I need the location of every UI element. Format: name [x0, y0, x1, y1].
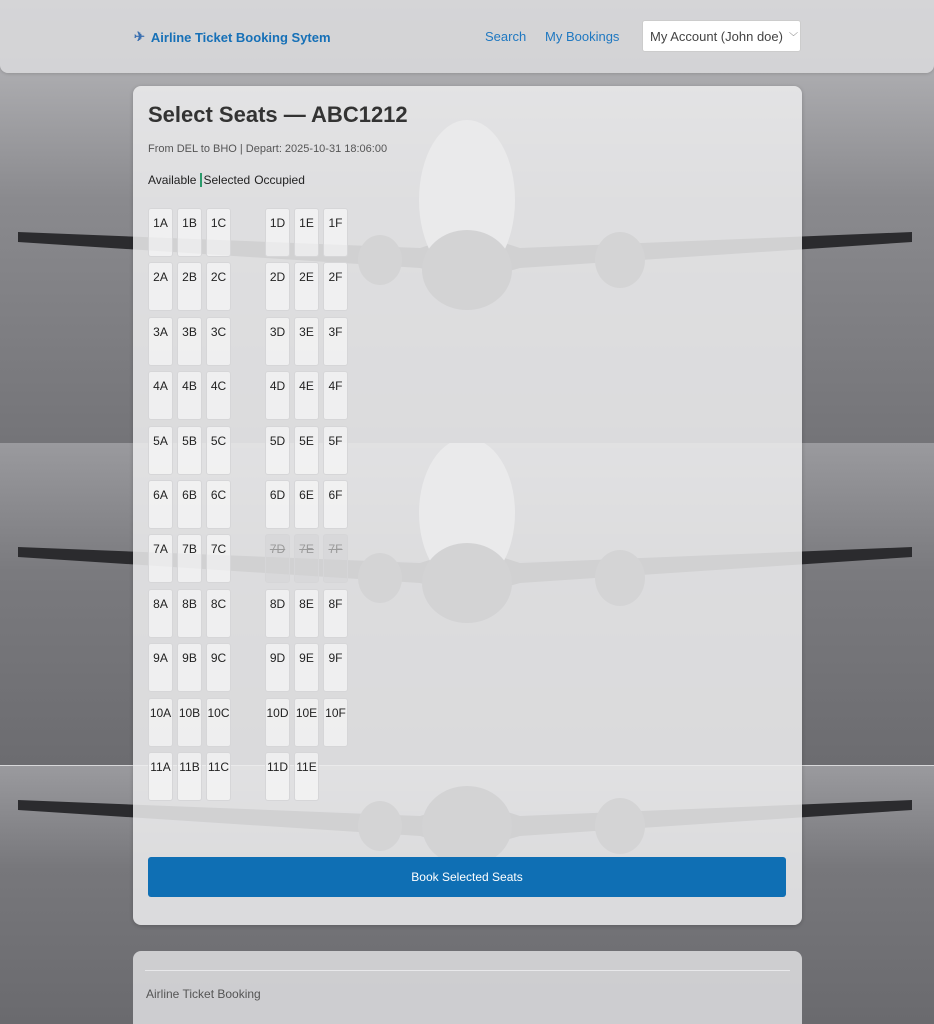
seat-7C[interactable]: 7C: [206, 534, 231, 583]
seat-6C[interactable]: 6C: [206, 480, 231, 529]
seat-6D[interactable]: 6D: [265, 480, 290, 529]
seat-9B[interactable]: 9B: [177, 643, 202, 692]
seat-4A[interactable]: 4A: [148, 371, 173, 420]
account-dropdown[interactable]: [642, 20, 801, 52]
seat-2F[interactable]: 2F: [323, 262, 348, 311]
seat-6B[interactable]: 6B: [177, 480, 202, 529]
nav-search-link[interactable]: Search: [485, 29, 527, 44]
nav-bookings-link[interactable]: My Bookings: [545, 29, 620, 44]
seat-8C[interactable]: 8C: [206, 589, 231, 638]
account-label: My Account (John doe): [650, 28, 783, 44]
seat-10E[interactable]: 10E: [294, 698, 319, 747]
seat-2E[interactable]: 2E: [294, 262, 319, 311]
footer-text: Airline Ticket Booking: [146, 987, 261, 1001]
seat-6F[interactable]: 6F: [323, 480, 348, 529]
seat-6E[interactable]: 6E: [294, 480, 319, 529]
seat-5A[interactable]: 5A: [148, 426, 173, 475]
seat-1C[interactable]: 1C: [206, 208, 231, 257]
seat-8A[interactable]: 8A: [148, 589, 173, 638]
seat-4B[interactable]: 4B: [177, 371, 202, 420]
seat-10D[interactable]: 10D: [265, 698, 290, 747]
seat-7B[interactable]: 7B: [177, 534, 202, 583]
footer: [133, 951, 802, 1024]
seat-8D[interactable]: 8D: [265, 589, 290, 638]
legend-occupied: Occupied: [254, 173, 305, 187]
seat-4D[interactable]: 4D: [265, 371, 290, 420]
seat-legend: [148, 173, 305, 187]
brand-label: Airline Ticket Booking Sytem: [150, 29, 331, 45]
seat-2A[interactable]: 2A: [148, 262, 173, 311]
seat-3C[interactable]: 3C: [206, 317, 231, 366]
seat-11A[interactable]: 11A: [148, 752, 173, 801]
flight-details: From DEL to BHO | Depart: 2025-10-31 18:06:00: [148, 143, 388, 155]
seat-11B[interactable]: 11B: [177, 752, 202, 801]
seat-10C[interactable]: 10C: [206, 698, 231, 747]
seat-9C[interactable]: 9C: [206, 643, 231, 692]
seat-3D[interactable]: 3D: [265, 317, 290, 366]
seat-1D[interactable]: 1D: [265, 208, 290, 257]
seat-8F[interactable]: 8F: [323, 589, 348, 638]
seat-1E[interactable]: 1E: [294, 208, 319, 257]
seat-5E[interactable]: 5E: [294, 426, 319, 475]
seat-3F[interactable]: 3F: [323, 317, 348, 366]
seat-7F: 7F: [323, 534, 348, 583]
footer-divider: [145, 970, 790, 971]
seat-11C[interactable]: 11C: [206, 752, 231, 801]
book-selected-seats-button[interactable]: Book Selected Seats: [148, 857, 786, 897]
seat-4F[interactable]: 4F: [323, 371, 348, 420]
seat-3A[interactable]: 3A: [148, 317, 173, 366]
seat-11D[interactable]: 11D: [265, 752, 290, 801]
seat-7A[interactable]: 7A: [148, 534, 173, 583]
seat-5C[interactable]: 5C: [206, 426, 231, 475]
seat-9F[interactable]: 9F: [323, 643, 348, 692]
navbar: [0, 0, 934, 73]
seat-8E[interactable]: 8E: [294, 589, 319, 638]
seat-1F[interactable]: 1F: [323, 208, 348, 257]
legend-selected: Selected: [200, 173, 250, 187]
brand-link[interactable]: [134, 28, 331, 46]
seat-8B[interactable]: 8B: [177, 589, 202, 638]
seat-9A[interactable]: 9A: [148, 643, 173, 692]
seat-4E[interactable]: 4E: [294, 371, 319, 420]
seat-1A[interactable]: 1A: [148, 208, 173, 257]
seat-3B[interactable]: 3B: [177, 317, 202, 366]
seat-1B[interactable]: 1B: [177, 208, 202, 257]
seat-9D[interactable]: 9D: [265, 643, 290, 692]
seat-2C[interactable]: 2C: [206, 262, 231, 311]
chevron-down-icon: ﹀: [788, 31, 798, 42]
seat-5F[interactable]: 5F: [323, 426, 348, 475]
seat-11E[interactable]: 11E: [294, 752, 319, 801]
seat-7E: 7E: [294, 534, 319, 583]
seat-3E[interactable]: 3E: [294, 317, 319, 366]
seat-selection-card: [133, 86, 802, 925]
seat-10B[interactable]: 10B: [177, 698, 202, 747]
seat-4C[interactable]: 4C: [206, 371, 231, 420]
page-title: Select Seats — ABC1212: [148, 102, 408, 127]
seat-6A[interactable]: 6A: [148, 480, 173, 529]
seat-2B[interactable]: 2B: [177, 262, 202, 311]
plane-icon: ✈: [134, 29, 145, 44]
seat-9E[interactable]: 9E: [294, 643, 319, 692]
seat-5B[interactable]: 5B: [177, 426, 202, 475]
legend-available: Available: [148, 173, 197, 187]
seat-10F[interactable]: 10F: [323, 698, 348, 747]
seat-5D[interactable]: 5D: [265, 426, 290, 475]
seat-10A[interactable]: 10A: [148, 698, 173, 747]
seat-2D[interactable]: 2D: [265, 262, 290, 311]
seat-7D: 7D: [265, 534, 290, 583]
